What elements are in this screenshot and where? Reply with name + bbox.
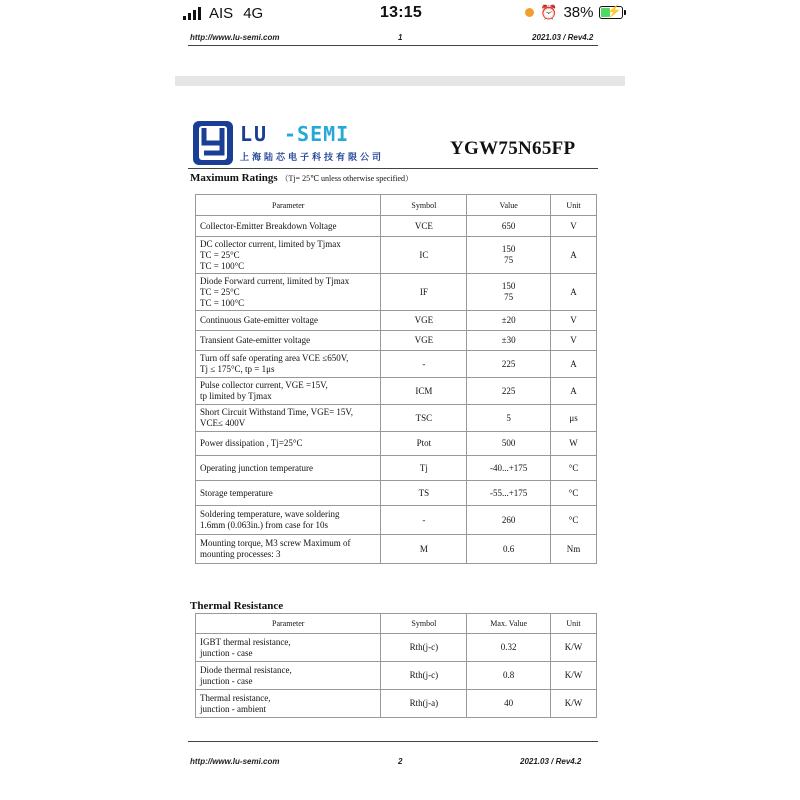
logo-text-semi: -SEMI xyxy=(284,122,350,146)
header-revision: 2021.03 / Rev4.2 xyxy=(532,33,594,42)
value-cell: 500 xyxy=(467,432,551,456)
value-cell: 650 xyxy=(467,216,551,237)
param-cell: Operating junction temperature xyxy=(196,456,381,481)
param-cell: Transient Gate-emitter voltage xyxy=(196,331,381,351)
value-cell: ±30 xyxy=(467,331,551,351)
param-cell: Pulse collector current, VGE =15V, tp limited by Tjmax xyxy=(196,378,381,405)
carrier-info xyxy=(183,5,263,22)
value-cell: 0.6 xyxy=(467,535,551,564)
table-header-row xyxy=(196,195,597,216)
symbol-cell: ICM xyxy=(381,378,467,405)
symbol-cell: Rth(j-a) xyxy=(381,690,467,718)
status-right xyxy=(525,4,623,21)
value-cell: 40 xyxy=(467,690,551,718)
value-cell: -40...+175 xyxy=(467,456,551,481)
table-row xyxy=(196,535,597,564)
title-rule xyxy=(188,168,598,169)
clock: 13:15 xyxy=(380,4,422,21)
battery-charging-icon: ⚡ xyxy=(599,6,623,19)
logo-text-lu: LU xyxy=(240,122,269,146)
table-row xyxy=(196,432,597,456)
symbol-cell: VGE xyxy=(381,311,467,331)
value-cell: 5 xyxy=(467,405,551,432)
table-row xyxy=(196,481,597,506)
unit-cell: A xyxy=(551,351,597,378)
unit-cell: °C xyxy=(551,456,597,481)
max-ratings-heading xyxy=(190,172,413,184)
unit-cell: V xyxy=(551,216,597,237)
column-header: Parameter xyxy=(196,614,381,634)
symbol-cell: - xyxy=(381,506,467,535)
table-row xyxy=(196,311,597,331)
param-cell: Thermal resistance, junction - ambient xyxy=(196,690,381,718)
header-url[interactable]: http://www.lu-semi.com xyxy=(190,33,280,42)
carrier-name: AIS xyxy=(209,5,234,22)
value-cell: 150 75 xyxy=(467,237,551,274)
column-header: Symbol xyxy=(381,614,467,634)
unit-cell: A xyxy=(551,378,597,405)
footer-page-number: 2 xyxy=(398,757,403,766)
max-ratings-table xyxy=(195,194,597,564)
param-cell: DC collector current, limited by Tjmax TC = 25°C TC = 100°C xyxy=(196,237,381,274)
symbol-cell: M xyxy=(381,535,467,564)
status-bar xyxy=(0,0,800,28)
unit-cell: °C xyxy=(551,481,597,506)
footer-url[interactable]: http://www.lu-semi.com xyxy=(190,757,280,766)
param-cell: Turn off safe operating area VCE ≤650V, Tj ≤ 175°C, tp = 1μs xyxy=(196,351,381,378)
table-row xyxy=(196,662,597,690)
table-row xyxy=(196,216,597,237)
battery-percent: 38% xyxy=(563,4,594,21)
table-row xyxy=(196,634,597,662)
column-header: Unit xyxy=(551,195,597,216)
privacy-dot-icon xyxy=(525,8,534,17)
footer-revision: 2021.03 / Rev4.2 xyxy=(520,757,582,766)
unit-cell: A xyxy=(551,274,597,311)
param-cell: Diode Forward current, limited by Tjmax TC = 25°C TC = 100°C xyxy=(196,274,381,311)
column-header: Symbol xyxy=(381,195,467,216)
signal-icon xyxy=(183,7,201,20)
value-cell: 225 xyxy=(467,378,551,405)
table-row xyxy=(196,274,597,311)
unit-cell: K/W xyxy=(551,662,597,690)
value-cell: 0.8 xyxy=(467,662,551,690)
footer-rule xyxy=(188,741,598,742)
table-row xyxy=(196,405,597,432)
table-row xyxy=(196,690,597,718)
column-header: Max. Value xyxy=(467,614,551,634)
thermal-table xyxy=(195,613,597,718)
column-header: Value xyxy=(467,195,551,216)
unit-cell: K/W xyxy=(551,634,597,662)
header-page-number: 1 xyxy=(398,33,403,42)
symbol-cell: VCE xyxy=(381,216,467,237)
thermal-heading: Thermal Resistance xyxy=(190,600,284,612)
symbol-cell: IC xyxy=(381,237,467,274)
value-cell: -55...+175 xyxy=(467,481,551,506)
page-separator xyxy=(175,76,625,86)
unit-cell: °C xyxy=(551,506,597,535)
param-cell: Continuous Gate-emitter voltage xyxy=(196,311,381,331)
unit-cell: A xyxy=(551,237,597,274)
unit-cell: K/W xyxy=(551,690,597,718)
value-cell: 150 75 xyxy=(467,274,551,311)
column-header: Parameter xyxy=(196,195,381,216)
network-type: 4G xyxy=(243,5,264,22)
unit-cell: μs xyxy=(551,405,597,432)
symbol-cell: VGE xyxy=(381,331,467,351)
symbol-cell: Rth(j-c) xyxy=(381,634,467,662)
table-row xyxy=(196,506,597,535)
unit-cell: V xyxy=(551,331,597,351)
max-ratings-note: （Tj= 25℃ unless otherwise specified） xyxy=(280,174,414,183)
unit-cell: Nm xyxy=(551,535,597,564)
param-cell: Soldering temperature, wave soldering 1.6mm (0.063in.) from case for 10s xyxy=(196,506,381,535)
alarm-icon: ⏰ xyxy=(540,4,558,20)
param-cell: Collector-Emitter Breakdown Voltage xyxy=(196,216,381,237)
value-cell: 260 xyxy=(467,506,551,535)
column-header: Unit xyxy=(551,614,597,634)
symbol-cell: Ptot xyxy=(381,432,467,456)
param-cell: Power dissipation , Tj=25°C xyxy=(196,432,381,456)
value-cell: 0.32 xyxy=(467,634,551,662)
symbol-cell: TS xyxy=(381,481,467,506)
param-cell: IGBT thermal resistance, junction - case xyxy=(196,634,381,662)
symbol-cell: IF xyxy=(381,274,467,311)
param-cell: Diode thermal resistance, junction - case xyxy=(196,662,381,690)
max-ratings-title: Maximum Ratings xyxy=(190,172,278,184)
unit-cell: V xyxy=(551,311,597,331)
table-row xyxy=(196,237,597,274)
table-row xyxy=(196,351,597,378)
part-number: YGW75N65FP xyxy=(450,138,576,159)
value-cell: ±20 xyxy=(467,311,551,331)
symbol-cell: Rth(j-c) xyxy=(381,662,467,690)
symbol-cell: - xyxy=(381,351,467,378)
table-row xyxy=(196,331,597,351)
table-header-row xyxy=(196,614,597,634)
table-row xyxy=(196,378,597,405)
table-row xyxy=(196,456,597,481)
logo-chinese-name: 上海陆芯电子科技有限公司 xyxy=(240,152,385,162)
symbol-cell: TSC xyxy=(381,405,467,432)
param-cell: Storage temperature xyxy=(196,481,381,506)
header-rule xyxy=(188,45,598,46)
param-cell: Short Circuit Withstand Time, VGE= 15V, VCE≤ 400V xyxy=(196,405,381,432)
value-cell: 225 xyxy=(467,351,551,378)
symbol-cell: Tj xyxy=(381,456,467,481)
param-cell: Mounting torque, M3 screw Maximum of mounting processes: 3 xyxy=(196,535,381,564)
unit-cell: W xyxy=(551,432,597,456)
